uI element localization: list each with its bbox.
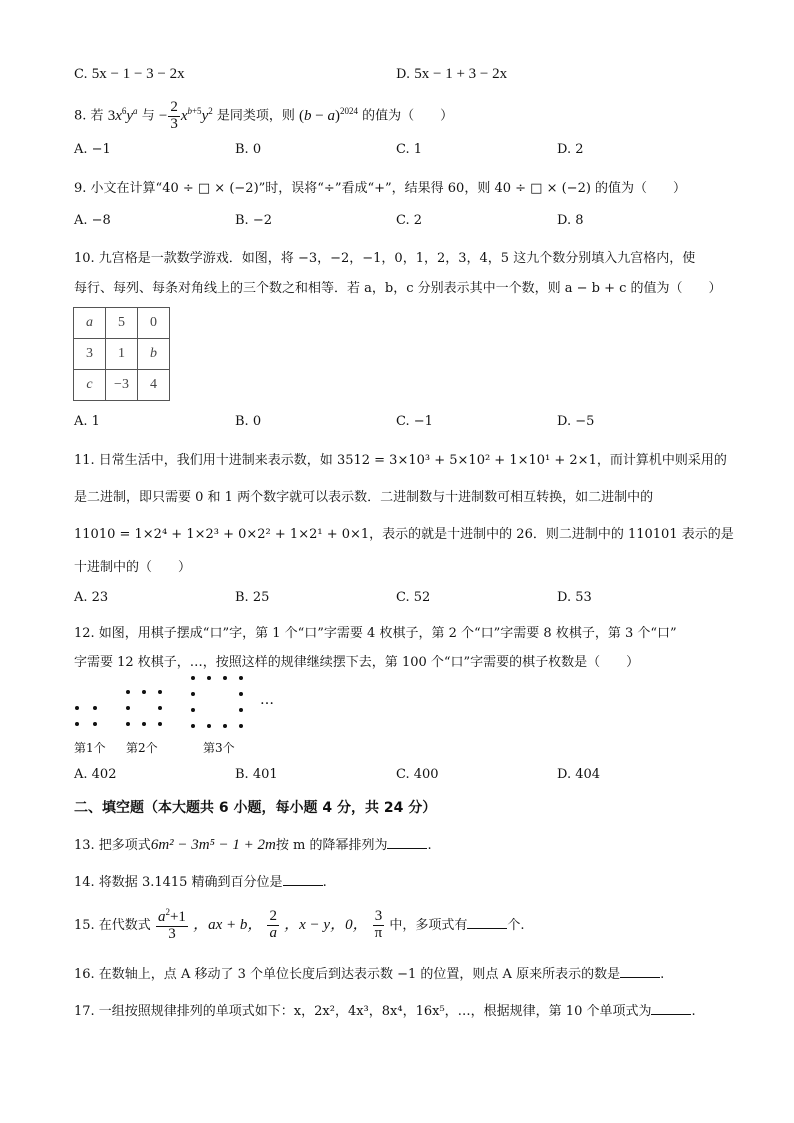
chess-piece — [239, 724, 243, 728]
q10-option-c: C. −1 — [396, 414, 433, 429]
q11-option-d: D. 53 — [557, 590, 592, 605]
q12-stem-line2: 字需要 12 枚棋子，…，按照这样的规律继续摆下去，第 100 个“口”字需要的棋子枚数是（ ） — [74, 655, 640, 670]
q12-stem-line1: 12. 如图，用棋子摆成“口”字，第 1 个“口”字需要 4 枚棋子，第 2 个“口”字需要 8 枚棋子，第 3 个“口” — [74, 626, 677, 641]
q8-option-d: D. 2 — [557, 142, 584, 157]
q17-stem: 17. 一组按照规律排列的单项式如下：x，2x²，4x³，8x⁴，16x⁵，…，根据规律，第 10 个单项式为 . — [74, 1004, 696, 1019]
figure-ellipsis: … — [260, 692, 274, 708]
q8-power: $(b - a)^{2024}$ — [299, 105, 358, 124]
q8-term-2: − $\frac{2}{3}$ $x^{b+5}y^2$ — [158, 99, 213, 132]
q12-option-b: B. 401 — [235, 767, 278, 782]
chess-piece — [239, 708, 243, 712]
chess-piece — [126, 706, 130, 710]
magic-square-grid — [73, 307, 170, 401]
chess-piece — [158, 722, 162, 726]
q11-option-b: B. 25 — [235, 590, 270, 605]
q8-option-b: B. 0 — [235, 142, 262, 157]
answer-blank[interactable] — [387, 836, 427, 849]
answer-blank[interactable] — [620, 965, 660, 978]
answer-blank[interactable] — [467, 916, 507, 929]
chess-piece — [223, 676, 227, 680]
q10-stem-line1: 10. 九宫格是一款数学游戏．如图，将 −3，−2，−1，0，1，2，3，4，5 这九个数分别填入九宫格内，使 — [74, 251, 696, 266]
q12-option-a: A. 402 — [74, 767, 117, 782]
chess-piece — [142, 690, 146, 694]
grid-cell: −3 — [106, 370, 138, 401]
grid-cell: a — [74, 308, 106, 339]
grid-cell: 5 — [106, 308, 138, 339]
grid-cell: c — [74, 370, 106, 401]
q13-stem: 13. 把多项式6m² − 3m⁵ − 1 + 2m按 m 的降幂排列为 . — [74, 837, 432, 853]
chess-piece — [158, 706, 162, 710]
q8-term-1: $3x^6y^a$ — [107, 105, 138, 124]
chess-piece — [207, 724, 211, 728]
q16-stem: 16. 在数轴上，点 A 移动了 3 个单位长度后到达表示数 −1 的位置，则点 A 原来所表示的数是 . — [74, 967, 665, 982]
section-heading: 二、填空题（本大题共 6 小题，每小题 4 分，共 24 分） — [74, 800, 437, 816]
q8-option-a: A. −1 — [74, 142, 111, 157]
q9-option-d: D. 8 — [557, 213, 584, 228]
q9-option-a: A. −8 — [74, 213, 111, 228]
figure-caption-1: 第1个 — [74, 741, 106, 755]
q10-stem-line2: 每行、每列、每条对角线上的三个数之和相等．若 a，b，c 分别表示其中一个数，则 a − b + c 的值为（ ） — [74, 281, 722, 296]
chess-piece — [75, 722, 79, 726]
q10-option-b: B. 0 — [235, 414, 262, 429]
chess-piece — [239, 692, 243, 696]
q15-stem: 15. 在代数式 $\frac{a^2+1}{3}$ ，ax + b， $\frac{2}{a}$ ，x − y，0， $\frac{3}{\pi}$ 中，多项式有 个. — [74, 907, 525, 942]
q7-option-d: D. 5x − 1 + 3 − 2x — [396, 66, 508, 82]
q11-stem-line2: 是二进制，即只需要 0 和 1 两个数字就可以表示数．二进制数与十进制数可相互转换，如二进制中的 — [74, 490, 654, 505]
q8-stem: 8. 若 $3x^6y^a$ 与 − $\frac{2}{3}$ $x^{b+5}y^2$ 是同类项，则 $(b - a)^{2024}$ 的值为（ ） — [74, 99, 454, 132]
chess-piece — [191, 724, 195, 728]
q15-fraction-3: $\frac{3}{\pi}$ — [374, 908, 383, 941]
q12-option-c: C. 400 — [396, 767, 439, 782]
q12-option-d: D. 404 — [557, 767, 601, 782]
chess-piece — [126, 690, 130, 694]
grid-cell: 3 — [74, 339, 106, 370]
chess-piece — [191, 692, 195, 696]
chess-piece — [191, 708, 195, 712]
answer-blank[interactable] — [651, 1002, 691, 1015]
q10-option-d: D. −5 — [557, 414, 595, 429]
chess-piece — [223, 724, 227, 728]
q9-option-b: B. −2 — [235, 213, 272, 228]
grid-cell: b — [138, 339, 170, 370]
grid-cell: 1 — [106, 339, 138, 370]
q10-option-a: A. 1 — [74, 414, 100, 429]
q15-fraction-1: $\frac{a^2+1}{3}$ — [157, 907, 186, 942]
q15-fraction-2: $\frac{2}{a}$ — [269, 908, 277, 941]
chess-piece — [191, 676, 195, 680]
q14-stem: 14. 将数据 3.1415 精确到百分位是 . — [74, 875, 327, 890]
chess-piece — [239, 676, 243, 680]
grid-cell: 0 — [138, 308, 170, 339]
figure-caption-3: 第3个 — [203, 741, 235, 755]
q9-option-c: C. 2 — [396, 213, 423, 228]
grid-cell: 4 — [138, 370, 170, 401]
chess-piece — [142, 722, 146, 726]
q11-stem-line3: 11010 = 1×2⁴ + 1×2³ + 0×2² + 1×2¹ + 0×1，表示的就是十进制中的 26．则二进制中的 110101 表示的是 — [74, 527, 734, 542]
figure-caption-2: 第2个 — [126, 741, 158, 755]
answer-blank[interactable] — [283, 873, 323, 886]
q9-stem: 9. 小文在计算“40 ÷ □ × (−2)”时，误将“÷”看成“+”，结果得 60，则 40 ÷ □ × (−2) 的值为（ ） — [74, 181, 687, 196]
chess-piece — [93, 706, 97, 710]
q11-option-a: A. 23 — [74, 590, 109, 605]
q11-stem-line4: 十进制中的（ ） — [74, 560, 192, 575]
chess-piece — [93, 722, 97, 726]
q7-option-c: C. 5x − 1 − 3 − 2x — [74, 66, 185, 82]
chess-piece — [126, 722, 130, 726]
q8-option-c: C. 1 — [396, 142, 423, 157]
chess-piece — [158, 690, 162, 694]
chess-piece — [207, 676, 211, 680]
q11-option-c: C. 52 — [396, 590, 431, 605]
q11-stem-line1: 11. 日常生活中，我们用十进制来表示数，如 3512 = 3×10³ + 5×10² + 1×10¹ + 2×1，而计算机中则采用的 — [74, 453, 727, 468]
chess-piece — [75, 706, 79, 710]
